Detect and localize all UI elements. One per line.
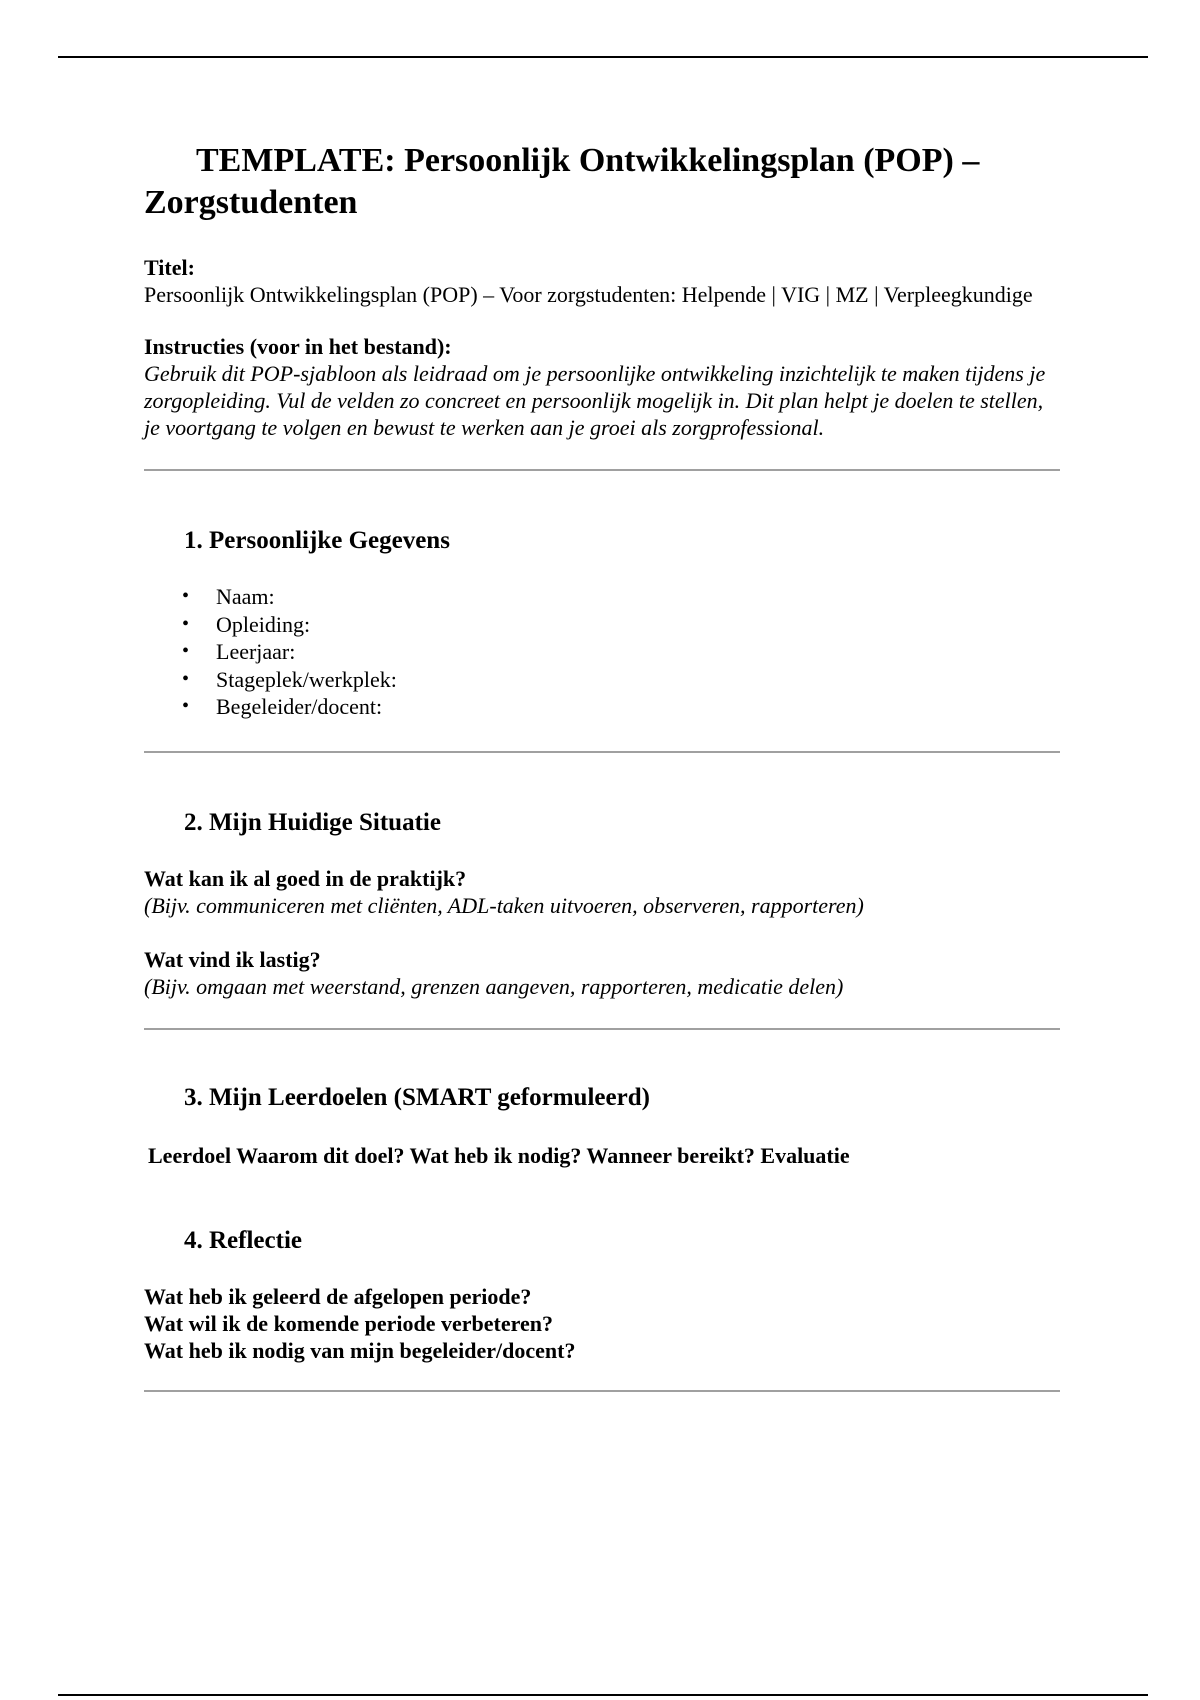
page-bottom-rule [58, 1694, 1148, 1696]
titel-label: Titel: [144, 255, 195, 280]
instructies-label: Instructies (voor in het bestand): [144, 334, 452, 359]
document-body [144, 140, 1060, 1392]
question-good-at: Wat kan ik al goed in de praktijk? [144, 865, 467, 891]
list-item: • Leerjaar: [216, 638, 1060, 666]
personal-details-list [144, 583, 1060, 721]
list-item: • Stageplek/werkplek: [216, 666, 1060, 694]
section-1-heading: 1. Persoonlijke Gegevens [184, 527, 450, 554]
question-learned: Wat heb ik geleerd de afgelopen periode? [144, 1283, 532, 1309]
titel-value: Persoonlijk Ontwikkelingsplan (POP) – Voor zorgstudenten: Helpende | VIG | MZ | Verpleegkundige [144, 282, 1033, 307]
document-title: TEMPLATE: Persoonlijk Ontwikkelingsplan (POP) – Zorgstudenten [144, 142, 980, 221]
list-item: • Opleiding: [216, 611, 1060, 639]
page-top-rule [58, 56, 1148, 58]
hint-good-at: (Bijv. communiceren met cliënten, ADL-taken uitvoeren, observeren, rapporteren) [144, 892, 864, 918]
section-4-heading: 4. Reflectie [184, 1226, 302, 1254]
section-3-heading: 3. Mijn Leerdoelen (SMART geformuleerd) [184, 1083, 650, 1111]
instructies-text: Gebruik dit POP-sjabloon als leidraad om je persoonlijke ontwikkeling inzichtelijk te maken tijdens je zorgopleiding. Vul de velden zo concreet en persoonlijk mogelijk in. Dit plan helpt je doelen te stellen, je voortgang te volgen en bewust te werken aan je groei als zorgprofessional. [144, 361, 1046, 440]
list-item: • Naam: [216, 583, 1060, 611]
question-difficult: Wat vind ik lastig? [144, 946, 321, 972]
section-2-heading: 2. Mijn Huidige Situatie [184, 808, 441, 836]
divider [144, 1390, 1060, 1392]
hint-difficult: (Bijv. omgaan met weerstand, grenzen aangeven, rapporteren, medicatie delen) [144, 973, 844, 999]
list-item: • Begeleider/docent: [216, 693, 1060, 721]
question-improve: Wat wil ik de komende periode verbeteren? [144, 1310, 553, 1336]
question-need: Wat heb ik nodig van mijn begeleider/docent? [144, 1337, 576, 1363]
leerdoelen-table-header: Leerdoel Waarom dit doel? Wat heb ik nodig? Wanneer bereikt? Evaluatie [148, 1142, 850, 1168]
